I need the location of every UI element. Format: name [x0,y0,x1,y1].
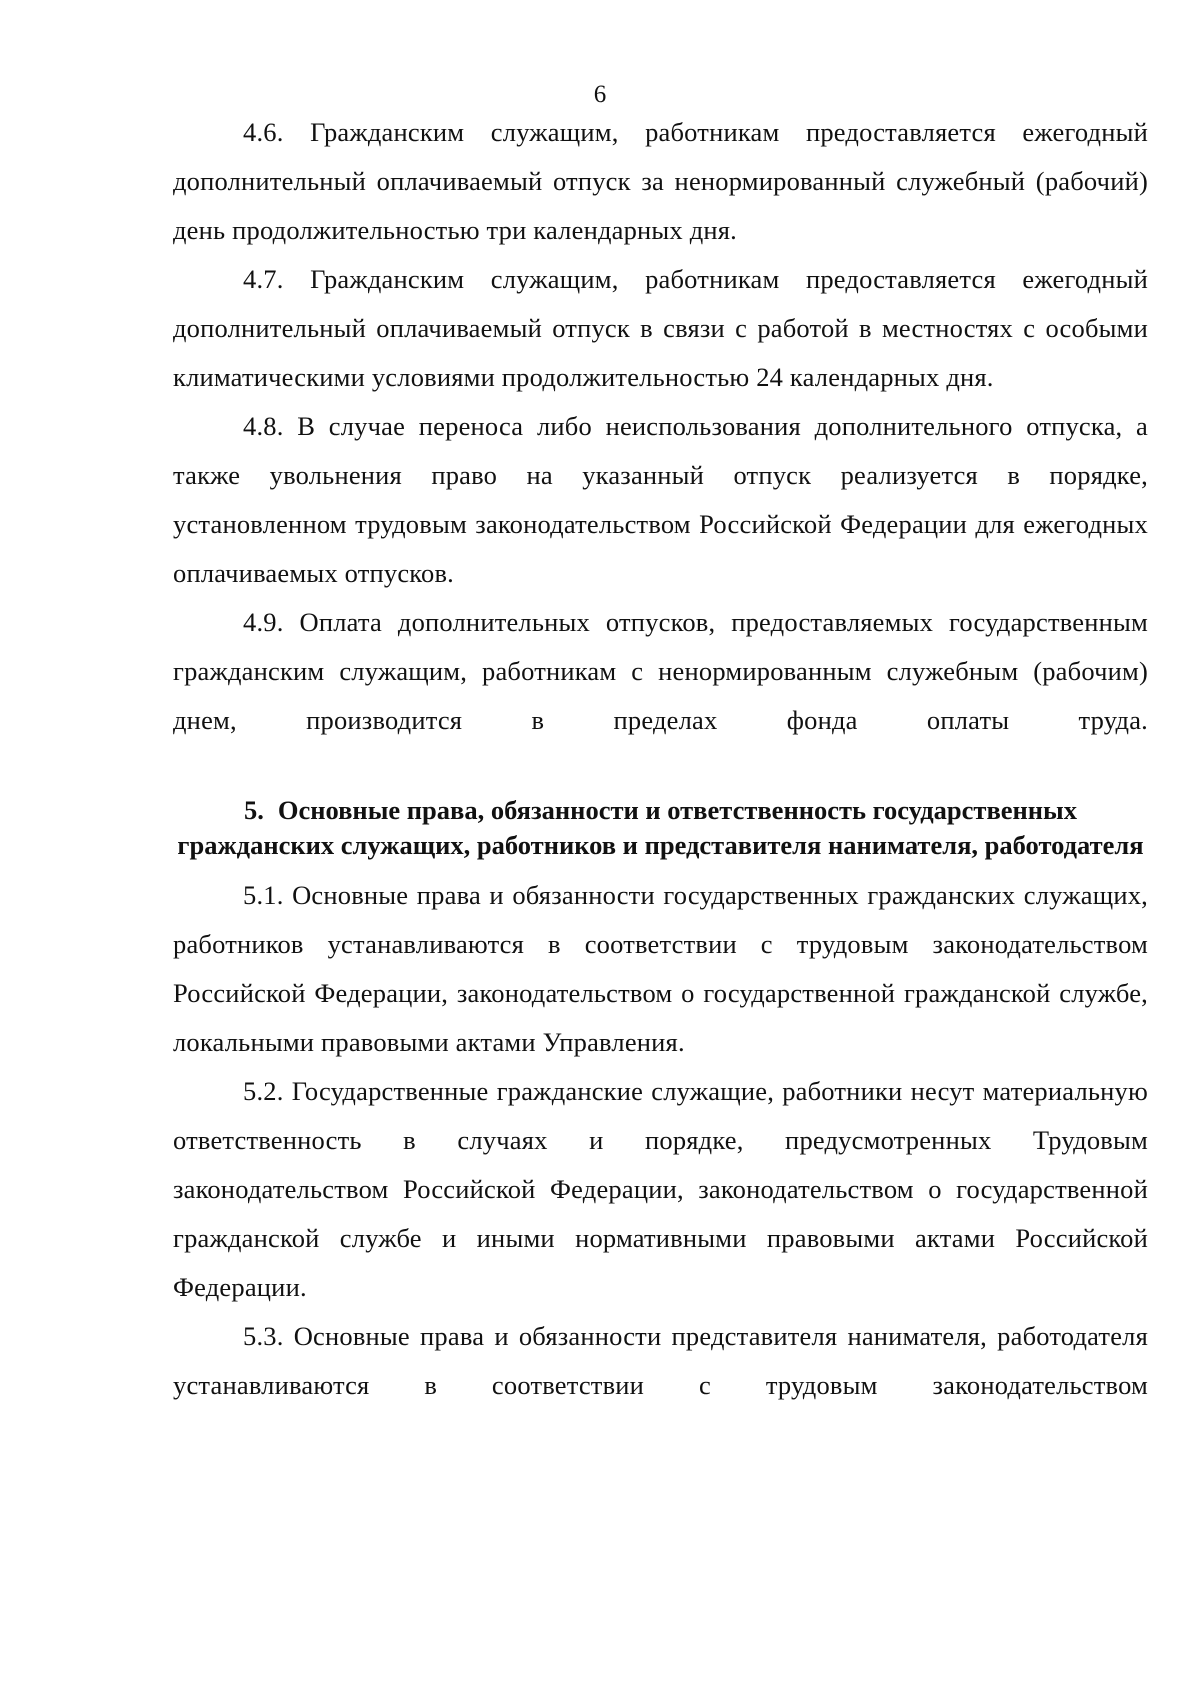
section-5-title: Основные права, обязанности и ответственность государственных гражданских служащих, работников и представителя нанимателя, работодателя [177,795,1144,860]
paragraph-4-6: 4.6. Гражданским служащим, работникам предоставляется ежегодный дополнительный оплачиваемый отпуск за ненормированный служебный (рабочий) день продолжительностью три календарных дня. [173,117,1148,245]
paragraph-4-7: 4.7. Гражданским служащим, работникам предоставляется ежегодный дополнительный оплачиваемый отпуск в связи с работой в местностях с особыми климатическими условиями продолжительностью 24 календарных дня. [173,264,1148,392]
page-number: 6 [593,81,607,108]
paragraph-4-9: 4.9. Оплата дополнительных отпусков, предоставляемых государственным гражданским служащим, работникам с ненормированным служебным (рабочим) днем, производится в пределах фонда оплаты труда. [173,607,1148,735]
paragraph-5-2: 5.2. Государственные гражданские служащие, работники несут материальную ответственность в случаях и порядке, предусмотренных Трудовым законодательством Российской Федерации, законодательством о государственной гражданской службе и иными нормативными правовыми актами Российской Федерации. [173,1076,1148,1302]
document-body [173,108,1148,1410]
paragraph-4-8: 4.8. В случае переноса либо неиспользования дополнительного отпуска, а также увольнения право на указанный отпуск реализуется в порядке, установленном трудовым законодательством Российской Федерации для ежегодных оплачиваемых отпусков. [173,411,1148,588]
section-5-heading [173,793,1148,871]
section-5-number: 5. [244,795,264,825]
paragraph-5-1: 5.1. Основные права и обязанности государственных гражданских служащих, работников устанавливаются в соответствии с трудовым законодательством Российской Федерации, законодательством о государственной гражданской службе, локальными правовыми актами Управления. [173,880,1148,1057]
paragraph-5-3: 5.3. Основные права и обязанности представителя нанимателя, работодателя устанавливаются в соответствии с трудовым законодательством [173,1321,1148,1400]
